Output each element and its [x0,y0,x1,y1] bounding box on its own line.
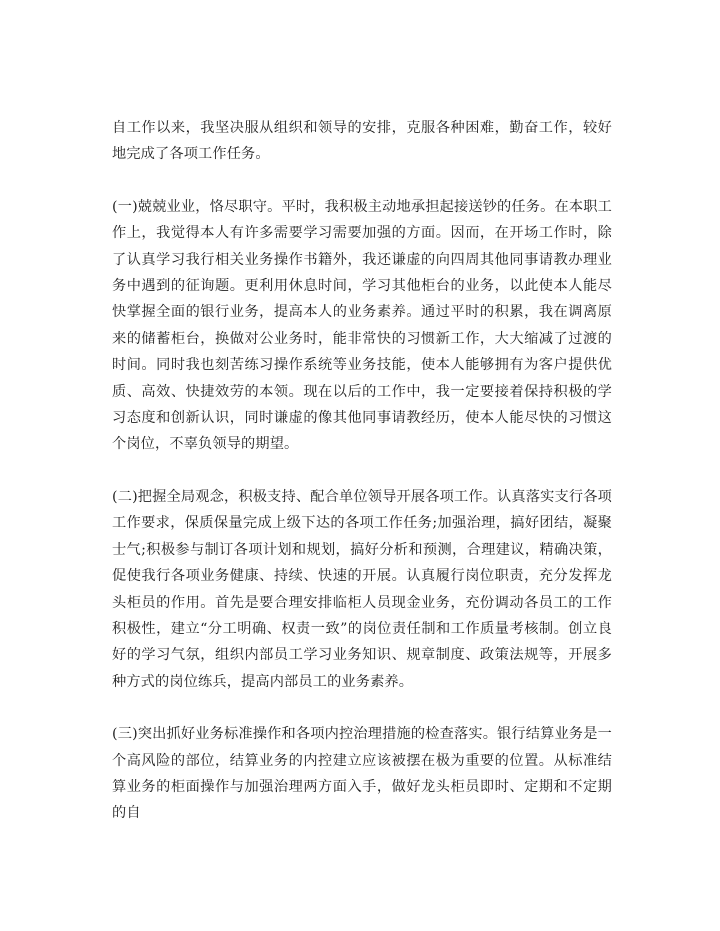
document-body [112,115,612,827]
paragraph-intro: 自工作以来，我坚决服从组织和领导的安排，克服各种困难，勤奋工作，较好地完成了各项工作任务。 [112,120,612,163]
paragraph-section-3: (三)突出抓好业务标准操作和各项内控治理措施的检查落实。银行结算业务是一个高风险的部位，结算业务的内控建立应该被摆在极为重要的位置。从标准结算业务的柜面操作与加强治理两方面入手，做好龙头柜员即时、定期和不定期的自 [112,726,612,822]
paragraph-section-1: (一)兢兢业业，恪尽职守。平时，我积极主动地承担起接送钞的任务。在本职工作上，我觉得本人有许多需要学习需要加强的方面。因而，在开场工作时，除了认真学习我行相关业务操作书籍外，我还谦虚的向四周其他同事请教办理业务中遇到的征询题。更利用休息时间，学习其他柜台的业务，以此使本人能尽快掌握全面的银行业务，提高本人的业务素养。通过平时的积累，我在调离原来的储蓄柜台，换做对公业务时，能非常快的习惯新工作，大大缩减了过渡的时间。同时我也刻苦练习操作系统等业务技能，使本人能够拥有为客户提供优质、高效、快捷效劳的本领。现在以后的工作中，我一定要接着保持积极的学习态度和创新认识，同时谦虚的像其他同事请教经历，使本人能尽快的习惯这个岗位，不辜负领导的期望。 [112,198,612,453]
paragraph-section-2: (二)把握全局观念，积极支持、配合单位领导开展各项工作。认真落实支行各项工作要求，保质保量完成上级下达的各项工作任务;加强治理，搞好团结，凝聚士气;积极参与制订各项计划和规划，搞好分析和预测，合理建议，精确决策，促使我行各项业务健康、持续、快速的开展。认真履行岗位职责，充分发挥龙头柜员的作用。首先是要合理安排临柜人员现金业务，充份调动各员工的工作积极性，建立“分工明确、权责一致”的岗位责任制和工作质量考核制。创立良好的学习气氛，组织内部员工学习业务知识、规章制度、政策法规等，开展多种方式的岗位练兵，提高内部员工的业务素养。 [112,488,612,690]
